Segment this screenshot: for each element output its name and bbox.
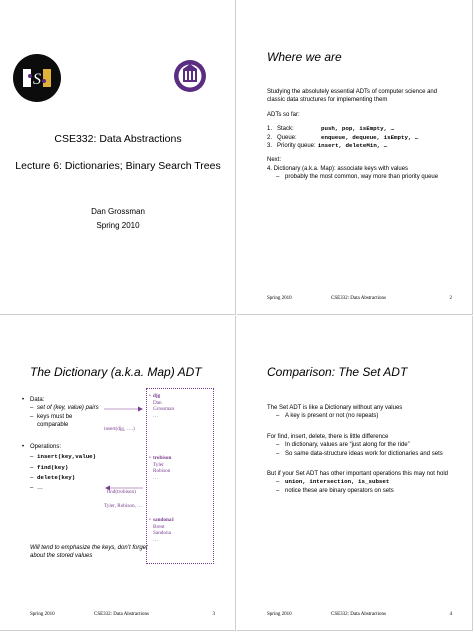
adts-label: ADTs so far:: [267, 111, 300, 118]
data-item: – keys must be comparable: [30, 413, 73, 428]
footer-date: Spring 2010: [267, 612, 292, 617]
emphasis-note: Will tend to emphasize the keys, don’t forget about the stored values: [30, 545, 148, 560]
adt-name: Queue:: [277, 134, 297, 141]
adt-item: [267, 142, 458, 150]
comparison-subitem: – So same data-structure ideas work for dictionaries and sets: [276, 450, 443, 457]
footer-course: CSE332: Data Abstractions: [331, 612, 386, 617]
cse-logo-icon: [13, 54, 61, 102]
slide-title: Comparison: The Set ADT: [267, 365, 408, 379]
dictionary-box: [146, 388, 214, 564]
footer-date: Spring 2010: [30, 612, 55, 617]
footer-date: Spring 2010: [267, 296, 292, 301]
adt-number: 3.: [267, 143, 273, 150]
adt-ops: insert, deleteMin, …: [317, 142, 388, 150]
dictionary-entry: • trobison Tyler Robison …: [149, 455, 172, 482]
slide-title: The Dictionary (a.k.a. Map) ADT: [30, 365, 202, 379]
footer-page-number: 3: [212, 612, 215, 617]
adt-item: [267, 125, 458, 133]
uw-seal: [173, 50, 207, 102]
operations-label: • Operations:: [22, 444, 62, 451]
intro-text: Studying the absolutely essential ADTs of computer science and classic data structures for implementing them: [267, 89, 438, 104]
adt-ops: push, pop, isEmpty, …: [321, 125, 395, 133]
footer-course: CSE332: Data Abstractions: [331, 296, 386, 301]
insert-operation-label: insert(djg, ….): [104, 426, 135, 432]
dictionary-entry: • sandona1 Brent Sandona …: [149, 517, 175, 544]
next-label: Next:: [267, 157, 282, 164]
term: Spring 2010: [96, 221, 140, 230]
footer-course: CSE332: Data Abstractions: [94, 612, 149, 617]
slide-4-set-adt: [237, 316, 473, 631]
operation-item: – delete(key): [30, 474, 76, 482]
svg-text:S: S: [33, 71, 41, 88]
lecture-topic-title: Lecture 6: Dictionaries; Binary Search Trees: [15, 160, 221, 172]
adt-name: Priority queue:: [277, 143, 316, 150]
adt-ops: enqueue, dequeue, isEmpty, …: [321, 133, 419, 141]
author-name: Dan Grossman: [91, 207, 145, 216]
next-subitem: – probably the most common, way more than priority queue: [276, 174, 439, 181]
set-operations-subitem: – union, intersection, is_subset: [276, 478, 390, 486]
next-subitem-text: probably the most common, way more than priority queue: [285, 174, 439, 181]
find-result-label: Tyler, Robison, …: [104, 503, 143, 509]
next-item: 4. Dictionary (a.k.a. Map): associate keys with values: [267, 165, 409, 172]
slide-title: Where we are: [267, 50, 342, 64]
operation-item: – find(key): [30, 463, 69, 471]
slide-3-dictionary-adt: [0, 316, 236, 631]
operation-item: – insert(key,value): [30, 453, 97, 461]
adt-item: [267, 134, 458, 142]
operation-item: – …: [30, 485, 43, 492]
adt-number: 1.: [267, 126, 273, 133]
set-operations-subitem: – notice these are binary operators on sets: [276, 487, 394, 494]
adt-list: [267, 125, 458, 150]
data-item: – set of (key, value) pairs: [30, 405, 99, 412]
data-label: • Data:: [22, 397, 45, 403]
adt-name: Stack:: [277, 126, 294, 133]
footer-page-number: 4: [449, 612, 452, 617]
find-insert-delete-text: For find, insert, delete, there is little difference: [267, 433, 389, 440]
set-adt-intro: The Set ADT is like a Dictionary without any values: [267, 405, 403, 411]
cse-logo: [13, 54, 61, 102]
find-operation-label: find(trobison): [107, 489, 136, 495]
comparison-subitem: – In dictionary, values are “just along for the ride”: [276, 442, 410, 449]
other-operations-text: But if your Set ADT has other important operations this may not hold: [267, 471, 448, 478]
uw-seal-icon: [173, 50, 207, 102]
slide-body: [267, 404, 458, 495]
slide-1-title: [0, 0, 236, 315]
set-adt-subitem: – A key is present or not (no repeats): [276, 413, 379, 420]
footer-page-number: 2: [449, 296, 452, 301]
slide-2-where-we-are: [237, 0, 473, 315]
lecture-course-title: CSE332: Data Abstractions: [54, 133, 182, 145]
slide-body: [267, 88, 458, 182]
adt-number: 2.: [267, 134, 273, 141]
dictionary-entry: • djg Dan Grossman …: [149, 393, 175, 420]
